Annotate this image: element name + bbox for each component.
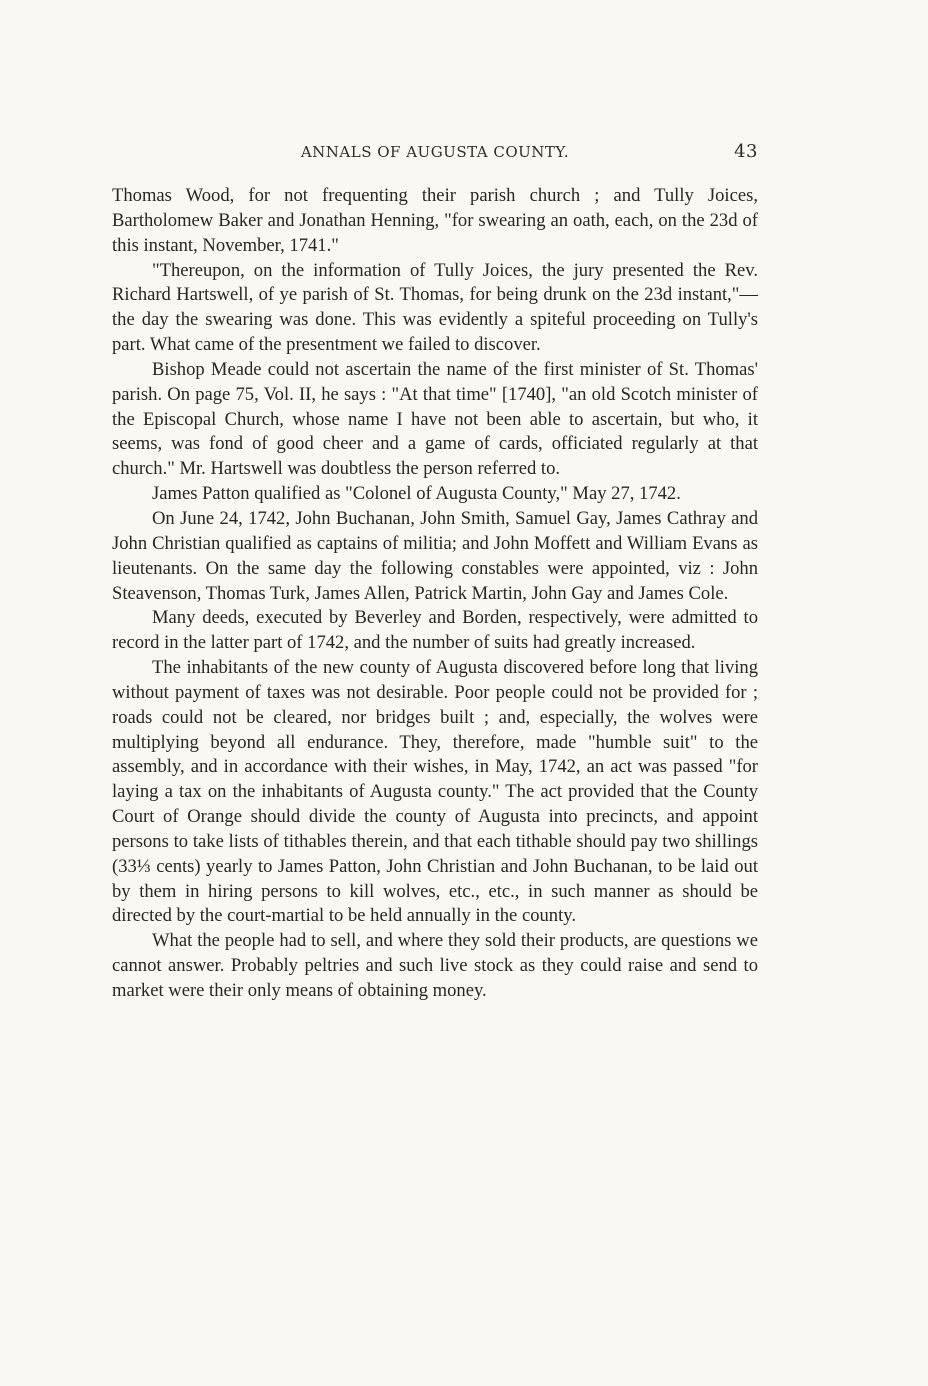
paragraph: Many deeds, executed by Beverley and Borden, respectively, were admitted to record in the latter part of 1742, and the number of suits had greatly increased. [112, 607, 758, 654]
running-title: ANNALS OF AUGUSTA COUNTY. [300, 143, 570, 161]
paragraph: On June 24, 1742, John Buchanan, John Smith, Samuel Gay, James Cathray and John Christian qualified as captains of militia; and John Moffett and William Evans as lieutenants. On the same day the following constables were appointed, viz : John Steavenson, Thomas Turk, James Allen, Patrick Martin, John Gay and James Cole. [112, 507, 758, 604]
paragraph: "Thereupon, on the information of Tully Joices, the jury presented the Rev. Richard Hartswell, of ye parish of St. Thomas, for being drunk on the 23d instant,"—the day the swearing was done. This was evidently a spiteful proceeding on Tully's part. What came of the presentment we failed to discover. [112, 259, 758, 356]
running-head [112, 143, 758, 169]
page-number: 43 [734, 141, 758, 162]
paragraph: Bishop Meade could not ascertain the name of the first minister of St. Thomas' parish. On page 75, Vol. II, he says : "At that time" [1740], "an old Scotch minister of the Episcopal Church, whose name I have not been able to ascertain, but who, it seems, was fond of good cheer and a game of cards, officiated regularly at that church." Mr. Hartswell was doubtless the person referred to. [112, 358, 758, 480]
paragraph: James Patton qualified as "Colonel of Augusta County," May 27, 1742. [152, 483, 681, 505]
paragraph: The inhabitants of the new county of Augusta discovered before long that living without payment of taxes was not desirable. Poor people could not be provided for ; roads could not be cleared, nor bridges built ; and, especially, the wolves were multiplying beyond all endurance. They, therefore, made "humble suit" to the assembly, and in accordance with their wishes, in May, 1742, an act was passed "for laying a tax on the inhabitants of Augusta county." The act provided that the County Court of Orange should divide the county of Augusta into precincts, and appoint persons to take lists of tithables therein, and that each tithable should pay two shillings (33⅓ cents) yearly to James Patton, John Christian and John Buchanan, to be laid out by them in hiring persons to kill wolves, etc., etc., in such manner as should be directed by the court-martial to be held annually in the county. [112, 657, 758, 927]
paragraph: What the people had to sell, and where they sold their products, are questions we cannot answer. Probably peltries and such live stock as they could raise and send to market were their only means of obtaining money. [112, 930, 758, 1001]
body-text [112, 184, 758, 1004]
paragraph: Thomas Wood, for not frequenting their parish church ; and Tully Joices, Bartholomew Baker and Jonathan Henning, "for swearing an oath, each, on the 23d of this instant, November, 1741." [112, 185, 758, 256]
